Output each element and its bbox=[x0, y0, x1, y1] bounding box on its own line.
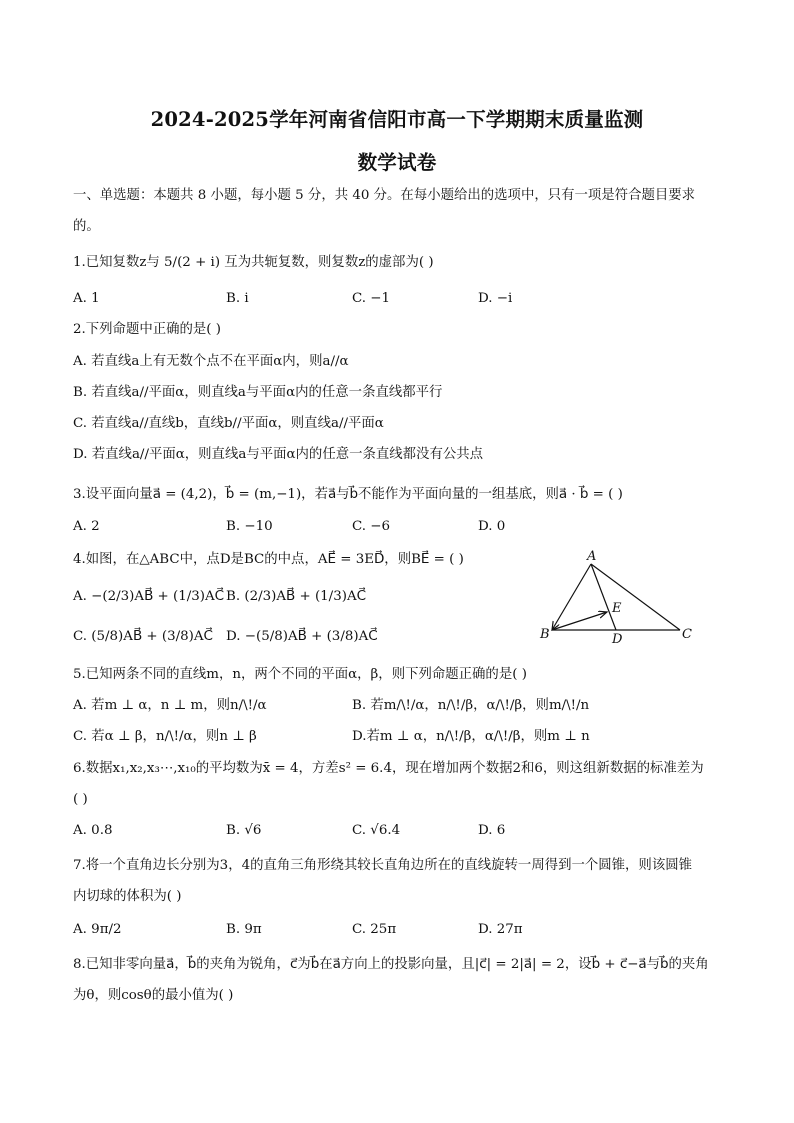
q4-option-b: B. (2/3)AB⃗ + (1/3)AC⃗ bbox=[226, 589, 366, 604]
label-e: E bbox=[612, 601, 622, 616]
label-c: C bbox=[682, 627, 692, 642]
q5-option-d: D.若m ⊥ α，n/\!/β，α/\!/β，则m ⊥ n bbox=[352, 729, 590, 744]
q5-option-c: C. 若α ⊥ β，n/\!/α，则n ⊥ β bbox=[73, 729, 257, 744]
edge-ab bbox=[552, 564, 591, 630]
question-5-stem: 5.已知两条不同的直线m，n，两个不同的平面α，β，则下列命题正确的是( ) bbox=[73, 667, 527, 682]
q4-option-d: D. −(5/8)AB⃗ + (3/8)AC⃗ bbox=[226, 629, 378, 644]
q2-option-a: A. 若直线a上有无数个点不在平面α内，则a//α bbox=[73, 354, 349, 369]
question-7-stem: 7.将一个直角边长分别为3，4的直角三角形绕其较长直角边所在的直线旋转一周得到一个圆锥，则该圆锥 bbox=[73, 858, 692, 873]
q6-option-a: A. 0.8 bbox=[73, 823, 113, 838]
vector-be bbox=[552, 612, 607, 630]
q4-option-c: C. (5/8)AB⃗ + (3/8)AC⃗ bbox=[73, 629, 213, 644]
q3-option-b: B. −10 bbox=[226, 519, 273, 534]
q7-option-b: B. 9π bbox=[226, 922, 262, 937]
triangle-figure bbox=[532, 546, 702, 646]
question-1-stem: 1.已知复数z与 5/(2 + i) 互为共轭复数，则复数z的虚部为( ) bbox=[73, 255, 434, 270]
exam-title: 2024-2025学年河南省信阳市高一下学期期末质量监测 bbox=[150, 108, 644, 131]
section-instructions-cont: 的。 bbox=[73, 219, 100, 234]
q3-option-c: C. −6 bbox=[352, 519, 391, 534]
q2-option-d: D. 若直线a//平面α，则直线a与平面α内的任意一条直线都没有公共点 bbox=[73, 447, 484, 462]
q7-option-d: D. 27π bbox=[478, 922, 523, 937]
question-2-stem: 2.下列命题中正确的是( ) bbox=[73, 322, 221, 337]
q5-option-a: A. 若m ⊥ α，n ⊥ m，则n/\!/α bbox=[73, 698, 267, 713]
q1-option-b: B. i bbox=[226, 291, 249, 306]
section-instructions: 一、单选题：本题共 8 小题，每小题 5 分，共 40 分。在每小题给出的选项中，只有一项是符合题目要求 bbox=[73, 188, 696, 203]
question-8-stem-cont: 为θ，则cosθ的最小值为( ) bbox=[73, 988, 234, 1003]
q6-option-c: C. √6.4 bbox=[352, 823, 401, 838]
q7-option-a: A. 9π/2 bbox=[73, 922, 122, 937]
q5-option-b: B. 若m/\!/α，n/\!/β，α/\!/β，则m/\!/n bbox=[352, 698, 590, 713]
q1-option-d: D. −i bbox=[478, 291, 513, 306]
exam-subtitle: 数学试卷 bbox=[357, 151, 437, 174]
question-6-stem-cont: ( ) bbox=[73, 792, 88, 807]
edge-ac bbox=[591, 564, 680, 630]
question-3-stem: 3.设平面向量a⃗ = (4,2)，b⃗ = (m,−1)，若a⃗与b⃗不能作为平面向量的一组基底，则a⃗ · b⃗ = ( ) bbox=[73, 487, 623, 502]
q1-option-a: A. 1 bbox=[73, 291, 100, 306]
q3-option-d: D. 0 bbox=[478, 519, 506, 534]
q2-option-c: C. 若直线a//直线b，直线b//平面α，则直线a//平面α bbox=[73, 416, 384, 431]
q6-option-b: B. √6 bbox=[226, 823, 262, 838]
label-d: D bbox=[612, 632, 623, 646]
question-4-stem: 4.如图，在△ABC中，点D是BC的中点，AE⃗ = 3ED⃗，则BE⃗ = ( ) bbox=[73, 552, 464, 567]
q3-option-a: A. 2 bbox=[73, 519, 100, 534]
label-b: B bbox=[540, 627, 550, 642]
q7-option-c: C. 25π bbox=[352, 922, 397, 937]
q2-option-b: B. 若直线a//平面α，则直线a与平面α内的任意一条直线都平行 bbox=[73, 385, 443, 400]
q4-option-a: A. −(2/3)AB⃗ + (1/3)AC⃗ bbox=[73, 589, 225, 604]
label-a: A bbox=[587, 549, 597, 564]
q6-option-d: D. 6 bbox=[478, 823, 506, 838]
q1-option-c: C. −1 bbox=[352, 291, 391, 306]
question-8-stem: 8.已知非零向量a⃗，b⃗的夹角为锐角，c⃗为b⃗在a⃗方向上的投影向量，且|c⃗| = 2|a⃗| = 2，设b⃗ + c⃗−a⃗与b⃗的夹角 bbox=[73, 957, 709, 972]
question-7-stem-cont: 内切球的体积为( ) bbox=[73, 889, 182, 904]
question-6-stem: 6.数据x₁,x₂,x₃⋯,x₁₀的平均数为x̄ = 4，方差s² = 6.4，现在增加两个数据2和6，则这组新数据的标准差为 bbox=[73, 761, 704, 776]
